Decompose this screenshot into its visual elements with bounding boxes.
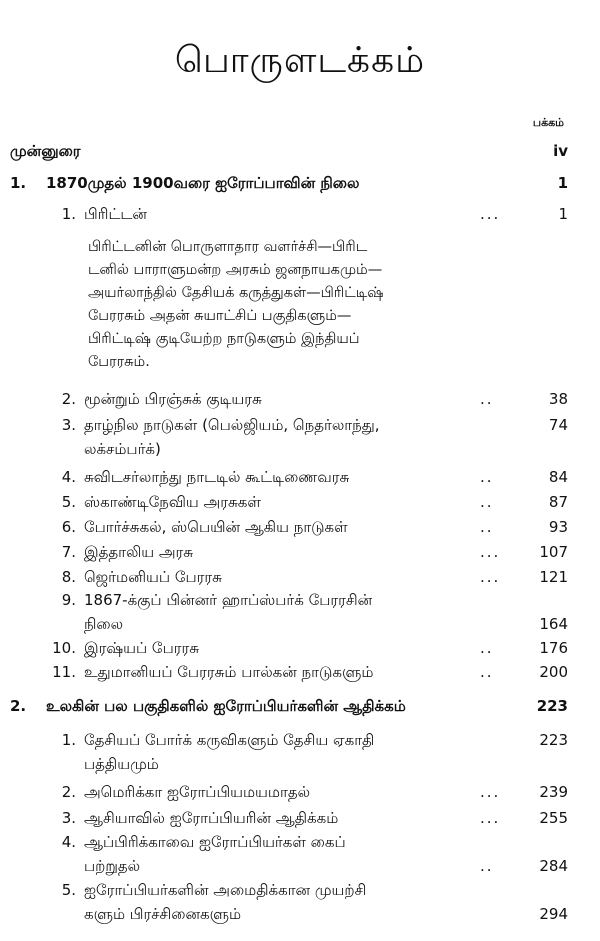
toc-page-number: 223 [536,697,568,715]
entry-title: தாழ்நில நாடுகள் (பெல்ஜியம், நெதர்லாந்து, [84,416,380,434]
britain-summary [88,236,488,374]
entry-title: போர்ச்சுகல், ஸ்பெயின் ஆகிய நாடுகள் [84,518,348,536]
entry-number: 3. [61,416,76,434]
entry-number: 7. [61,543,76,561]
toc-page-number: 1 [558,205,568,223]
leader-dots: .. [480,468,494,486]
entry-title: 1867-க்குப் பின்னர் ஹாப்ஸ்பர்க் பேரரசின் [84,591,373,609]
page-column-header: பக்கம் [532,116,564,129]
toc-page-number: 1 [557,174,568,192]
section-number: 1. [10,174,27,192]
leader-dots: .. [480,857,494,875]
entry-title: சுவிடசர்லாந்து நாடடில் கூட்டிணைவரசு [84,468,350,486]
toc-page-number: 107 [539,543,568,561]
entry-title: பிரிட்டன் [84,205,147,223]
toc-page-number: 294 [539,905,568,923]
entry-number: 6. [61,518,76,536]
toc-page-number: 74 [548,416,568,434]
toc-entry-label: முன்னுரை [10,142,81,160]
entry-title: ஆசியாவில் ஐரோப்பியரின் ஆதிக்கம் [84,809,339,827]
leader-dots: .. [480,663,494,681]
summary-line: பேரரசும் அதன் சுயாட்சிப் பகுதிகளும்— [88,308,352,324]
entry-title: ஸ்காண்டிநேவிய அரசுகள் [84,493,261,511]
entry-title: உதுமானியப் பேரரசும் பால்கன் நாடுகளும் [84,663,374,681]
toc-page-number: 200 [539,663,568,681]
leader-dots: .. [480,493,494,511]
entry-number: 8. [61,568,76,586]
entry-number: 1. [61,731,76,749]
leader-dots: .. [480,639,494,657]
toc-page-number: 87 [548,493,568,511]
section-number: 2. [10,697,27,715]
toc-page-number: 255 [539,809,568,827]
summary-line: பிரிட்டிஷ் குடியேற்ற நாடுகளும் இந்தியப் [88,331,360,347]
entry-number: 3. [61,809,76,827]
entry-title: தேசியப் போர்க் கருவிகளும் தேசிய ஏகாதி [84,731,375,749]
entry-title: இரஷ்யப் பேரரசு [84,639,200,657]
entry-title: அமெரிக்கா ஐரோப்பியமயமாதல் [84,783,311,801]
summary-line: டனில் பாராளுமன்ற அரசும் ஜனநாயகமும்— [88,262,383,278]
page-title: பொருளடக்கம் [174,40,426,81]
toc-page-number: 93 [548,518,568,536]
section-title: உலகின் பல பகுதிகளில் ஐரோப்பியர்களின் ஆதிக்கம் [46,697,406,715]
leader-dots: ... [480,783,501,801]
summary-line: பேரரசும். [88,354,150,370]
entry-number: 10. [52,639,76,657]
leader-dots: .. [480,518,494,536]
entry-number: 11. [52,663,76,681]
entry-number: 1. [61,205,76,223]
entry-number: 9. [61,591,76,609]
toc-page-number: 176 [539,639,568,657]
leader-dots: .. [480,390,494,408]
toc-page-number: 38 [548,390,568,408]
entry-title-continued: பற்றுதல் [84,857,141,875]
section-title: 1870முதல் 1900வரை ஐரோப்பாவின் நிலை [46,174,360,192]
entry-number: 2. [61,390,76,408]
entry-title: ஆப்பிரிக்காவை ஐரோப்பியர்கள் கைப் [84,833,346,851]
entry-title-continued: லக்சம்பர்க்) [84,440,161,458]
leader-dots: ... [480,809,501,827]
toc-page-number: 121 [539,568,568,586]
toc-page-number: iv [553,142,568,160]
toc-page-number: 84 [548,468,568,486]
summary-line: அயர்லாந்தில் தேசியக் கருத்துகள்—பிரிட்டிஷ் [88,285,384,301]
entry-title: ஐரோப்பியர்களின் அமைதிக்கான முயற்சி [84,881,367,899]
entry-number: 5. [61,881,76,899]
toc-page-number: 223 [539,731,568,749]
leader-dots: ... [480,543,501,561]
entry-number: 4. [61,833,76,851]
entry-title-continued: பத்தியமும் [84,755,159,773]
leader-dots: ... [480,568,501,586]
toc-page-number: 284 [539,857,568,875]
entry-title: ஜெர்மனியப் பேரரசு [84,568,222,586]
entry-title-continued: களும் பிரச்சினைகளும் [84,905,242,923]
summary-line: பிரிட்டனின் பொருளாதார வளர்ச்சி—பிரிட [88,239,368,255]
leader-dots: ... [480,205,501,223]
toc-page-number: 239 [539,783,568,801]
entry-number: 2. [61,783,76,801]
entry-title-continued: நிலை [84,615,124,633]
toc-page-number: 164 [539,615,568,633]
entry-title: இத்தாலிய அரசு [84,543,194,561]
entry-title: மூன்றும் பிரஞ்சுக் குடியரசு [84,390,262,408]
entry-number: 4. [61,468,76,486]
entry-number: 5. [61,493,76,511]
